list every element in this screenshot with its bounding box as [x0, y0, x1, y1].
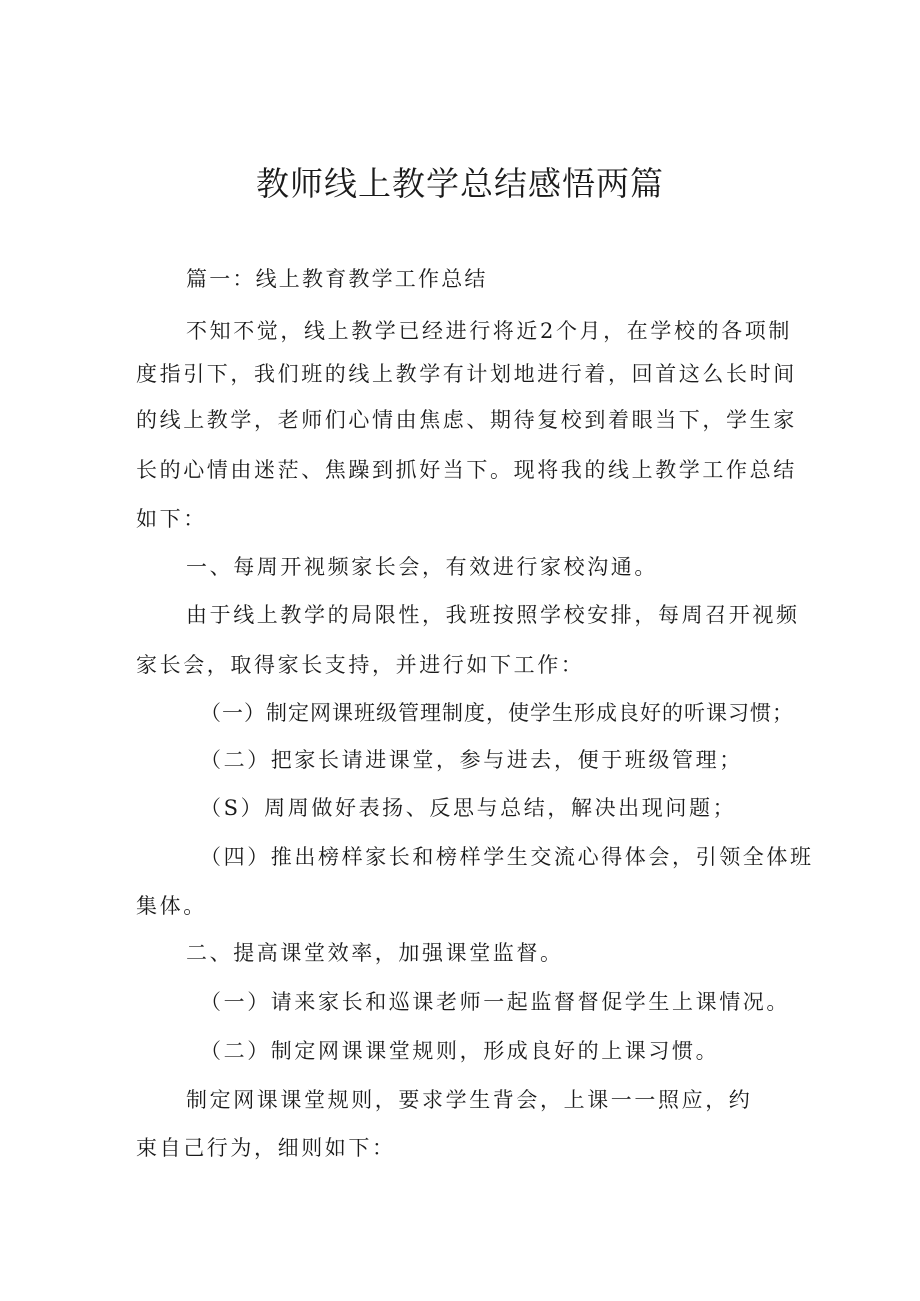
list-item: （二）制定网课课堂规则，形成良好的上课习惯。	[200, 1039, 720, 1063]
list-item: （二）把家长请进课堂，参与进去，便于班级管理；	[200, 748, 743, 772]
paragraph-line: 的线上教学，老师们心情由焦虑、期待复校到着眼当下，学生家	[136, 408, 797, 432]
paragraph-line: 束自己行为，细则如下：	[136, 1136, 396, 1160]
paragraph-line: 不知不觉，线上教学已经进行将近2个月，在学校的各项制	[186, 319, 792, 343]
list-item: （S）周周做好表扬、反思与总结，解决出现问题；	[200, 796, 737, 820]
list-item: （一）制定网课班级管理制度，使学生形成良好的听课习惯；	[200, 701, 794, 725]
list-item: （四）推出榜样家长和榜样学生交流心得体会，引领全体班	[200, 845, 814, 869]
paragraph-line: 长的心情由迷茫、焦躁到抓好当下。现将我的线上教学工作总结	[136, 458, 797, 482]
list-item-continuation: 集体。	[136, 894, 207, 918]
section-heading-two: 二、提高课堂效率，加强课堂监督。	[186, 941, 564, 965]
paragraph-line: 由于线上教学的局限性，我班按照学校安排，每周召开视频	[186, 603, 800, 627]
section-heading-one: 一、每周开视频家长会，有效进行家校沟通。	[186, 555, 658, 579]
paragraph-line: 制定网课课堂规则，要求学生背会，上课一一照应，约	[186, 1088, 753, 1112]
paragraph-line: 如下：	[136, 507, 207, 531]
list-item: （一）请来家长和巡课老师一起监督督促学生上课情况。	[200, 990, 790, 1014]
paragraph-line: 度指引下，我们班的线上教学有计划地进行着，回首这么长时间	[136, 362, 797, 386]
paragraph-line: 家长会，取得家长支持，并进行如下工作：	[136, 653, 585, 677]
section-heading-part-one: 篇一：线上教育教学工作总结	[186, 267, 488, 291]
page-title: 教师线上教学总结感悟两篇	[256, 164, 664, 203]
